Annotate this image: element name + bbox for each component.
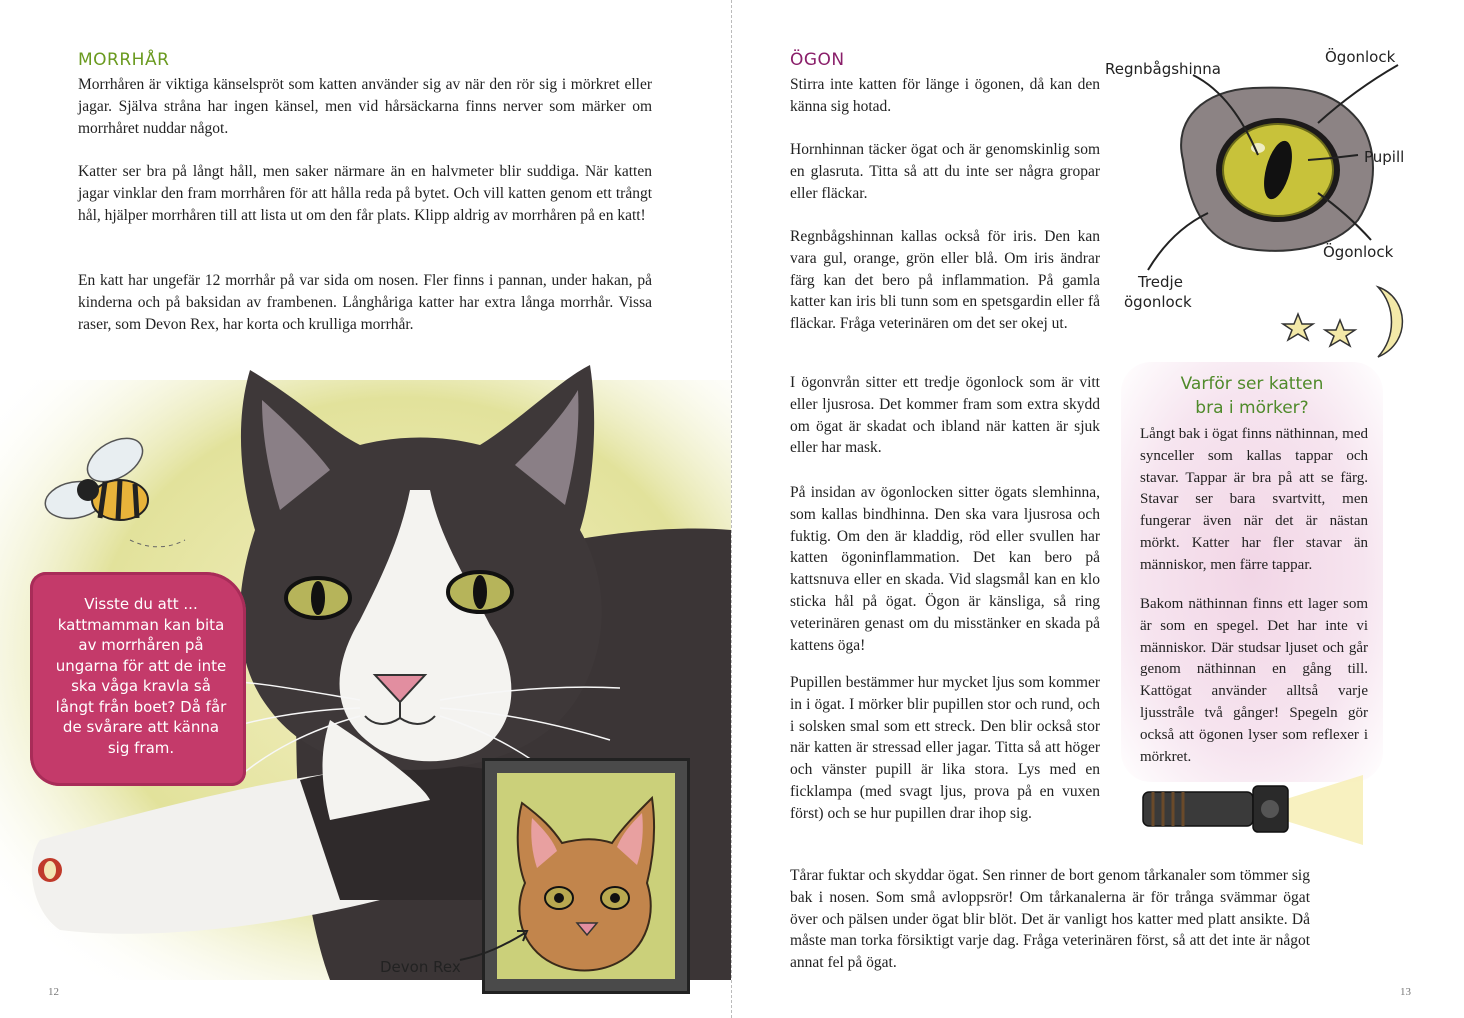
paragraph: På insidan av ögonlocken sitter ögats slemhinna, som kallas bindhinna. Den ska vara ljusrosa och fuktig. Om den är kladdig, röd eller svullen har katten ögoninflammation. Det kan bero på kattsnuva eller en skada. Vid slagsmål kan en klo sticka hål på ögat. Ögon är känsliga, så ring veterinären genast om du misstänker en skada på kattens öga!	[790, 484, 1100, 654]
fact-box	[30, 572, 246, 786]
paragraph: I ögonvrån sitter ett tredje ögonlock som är vitt eller ljusrosa. Det kommer fram som extra skydd om ögat är skadat och ibland när katten är sjuk eller har mask.	[790, 374, 1100, 457]
page-number: 13	[1400, 986, 1411, 998]
night-vision-box-title	[1121, 372, 1383, 420]
section-heading-eyes: ÖGON	[790, 50, 845, 70]
devon-rex-arrow	[455, 925, 535, 965]
eye-label-iris: Regnbågshinna	[1105, 60, 1221, 78]
paragraph: Pupillen bestämmer hur mycket ljus som kommer in i ögat. I mörker blir pupillen stor och rund, och i solsken smal som ett streck. Den blir också stor när katten är stressad eller jagar. Titta så att höger och vänster pupill är lika stora. Lys med en ficklampa (med svagt ljus, prova på en vuxen först) och se hur pupillen drar ihop sig.	[790, 674, 1100, 822]
paragraph: Stirra inte katten för länge i ögonen, då kan den känna sig hotad.	[790, 76, 1100, 115]
box-title-line2: bra i mörker?	[1195, 398, 1309, 418]
eye-label-third-lid-line2: ögonlock	[1124, 293, 1192, 311]
section-heading-whiskers: MORRHÅR	[78, 50, 170, 70]
paragraph: Hornhinnan täcker ögat och är genomskinlig som en glasruta. Titta så att du inte ser några gropar eller fläckar.	[790, 141, 1100, 202]
fact-box-text: Visste du att ... kattmamman kan bita av morrhåren på ungarna för att de inte ska våga kravla så långt från boet? Då får de svårare att känna sig fram.	[55, 595, 227, 757]
box-title-line1: Varför ser katten	[1180, 374, 1324, 394]
paragraph: En katt har ungefär 12 morrhår på var sida om nosen. Fler finns i pannan, under hakan, på kinderna och på baksidan av frambenen. Långhåriga katter har extra långa morrhår. Vissa raser, som Devon Rex, har korta och krulliga morrhår.	[78, 272, 652, 333]
bee-illustration	[20, 430, 190, 560]
paragraph: Regnbågshinnan kallas också för iris. Den kan vara gul, orange, grön eller blå. Om iris ändrar färg kan det bero på inflammation. På gamla katter kan iris bli tunn som en spetsgardin eller få fläckar. Fråga veterinären om det ser okej ut.	[790, 228, 1100, 333]
eye-label-upper-lid: Ögonlock	[1325, 48, 1396, 66]
devon-rex-label: Devon Rex	[380, 958, 461, 976]
page-number: 12	[48, 986, 59, 998]
right-page	[733, 0, 1464, 1018]
eye-label-lower-lid: Ögonlock	[1323, 243, 1394, 261]
paragraph: Katter ser bra på långt håll, men saker närmare än en halvmeter blir suddiga. När katten jagar vinklar den fram morrhåren för att hålla reda på bytet. Och vill katten genom ett trångt hål, hjälper morrhåren till att lista ut om den får plats. Klipp aldrig av morrhåren på en katt!	[78, 163, 652, 224]
left-page	[0, 0, 731, 1018]
box-paragraph: Långt bak i ögat finns näthinnan, med synceller som kallas tappar och stavar. Tappar är bra på att se färg. Stavar ser bara svartvitt, men fungerar även när det är nästan mörkt. Katter har fler stavar än människor, men färre tappar.	[1140, 426, 1368, 573]
moon-and-stars-illustration	[1278, 282, 1418, 362]
eye-label-third-lid-line1: Tredje	[1138, 273, 1183, 291]
flashlight-illustration	[1133, 770, 1373, 850]
eye-label-pupil: Pupill	[1364, 148, 1405, 166]
paragraph: Morrhåren är viktiga känselspröt som katten använder sig av när den rör sig i mörkret eller jagar. Själva stråna har ingen känsel, men vid hårsäckarna finns nerver som märker om morrhåret nuddar något.	[78, 76, 652, 137]
paragraph: Tårar fuktar och skyddar ögat. Sen rinner de bort genom tårkanaler som tömmer sig bak i nosen. Som små avloppsrör! Om tårkanalerna är för trånga svämmar ögat över och pälsen under ögat blir blöt. Det är vanligt hos katter med platt ansikte. Då måste man torka försiktigt varje dag. Fråga veterinären först, så att det inte är något annat fel på ögat.	[790, 867, 1310, 972]
box-paragraph: Bakom näthinnan finns ett lager som är som en spegel. Det har inte vi människor. Där studsar ljuset och går genom näthinnan en gång till. Kattögat använder alltså varje ljusstråle två gånger! Spegeln gör också att ögonen lyser som reflexer i mörkret.	[1140, 596, 1368, 765]
